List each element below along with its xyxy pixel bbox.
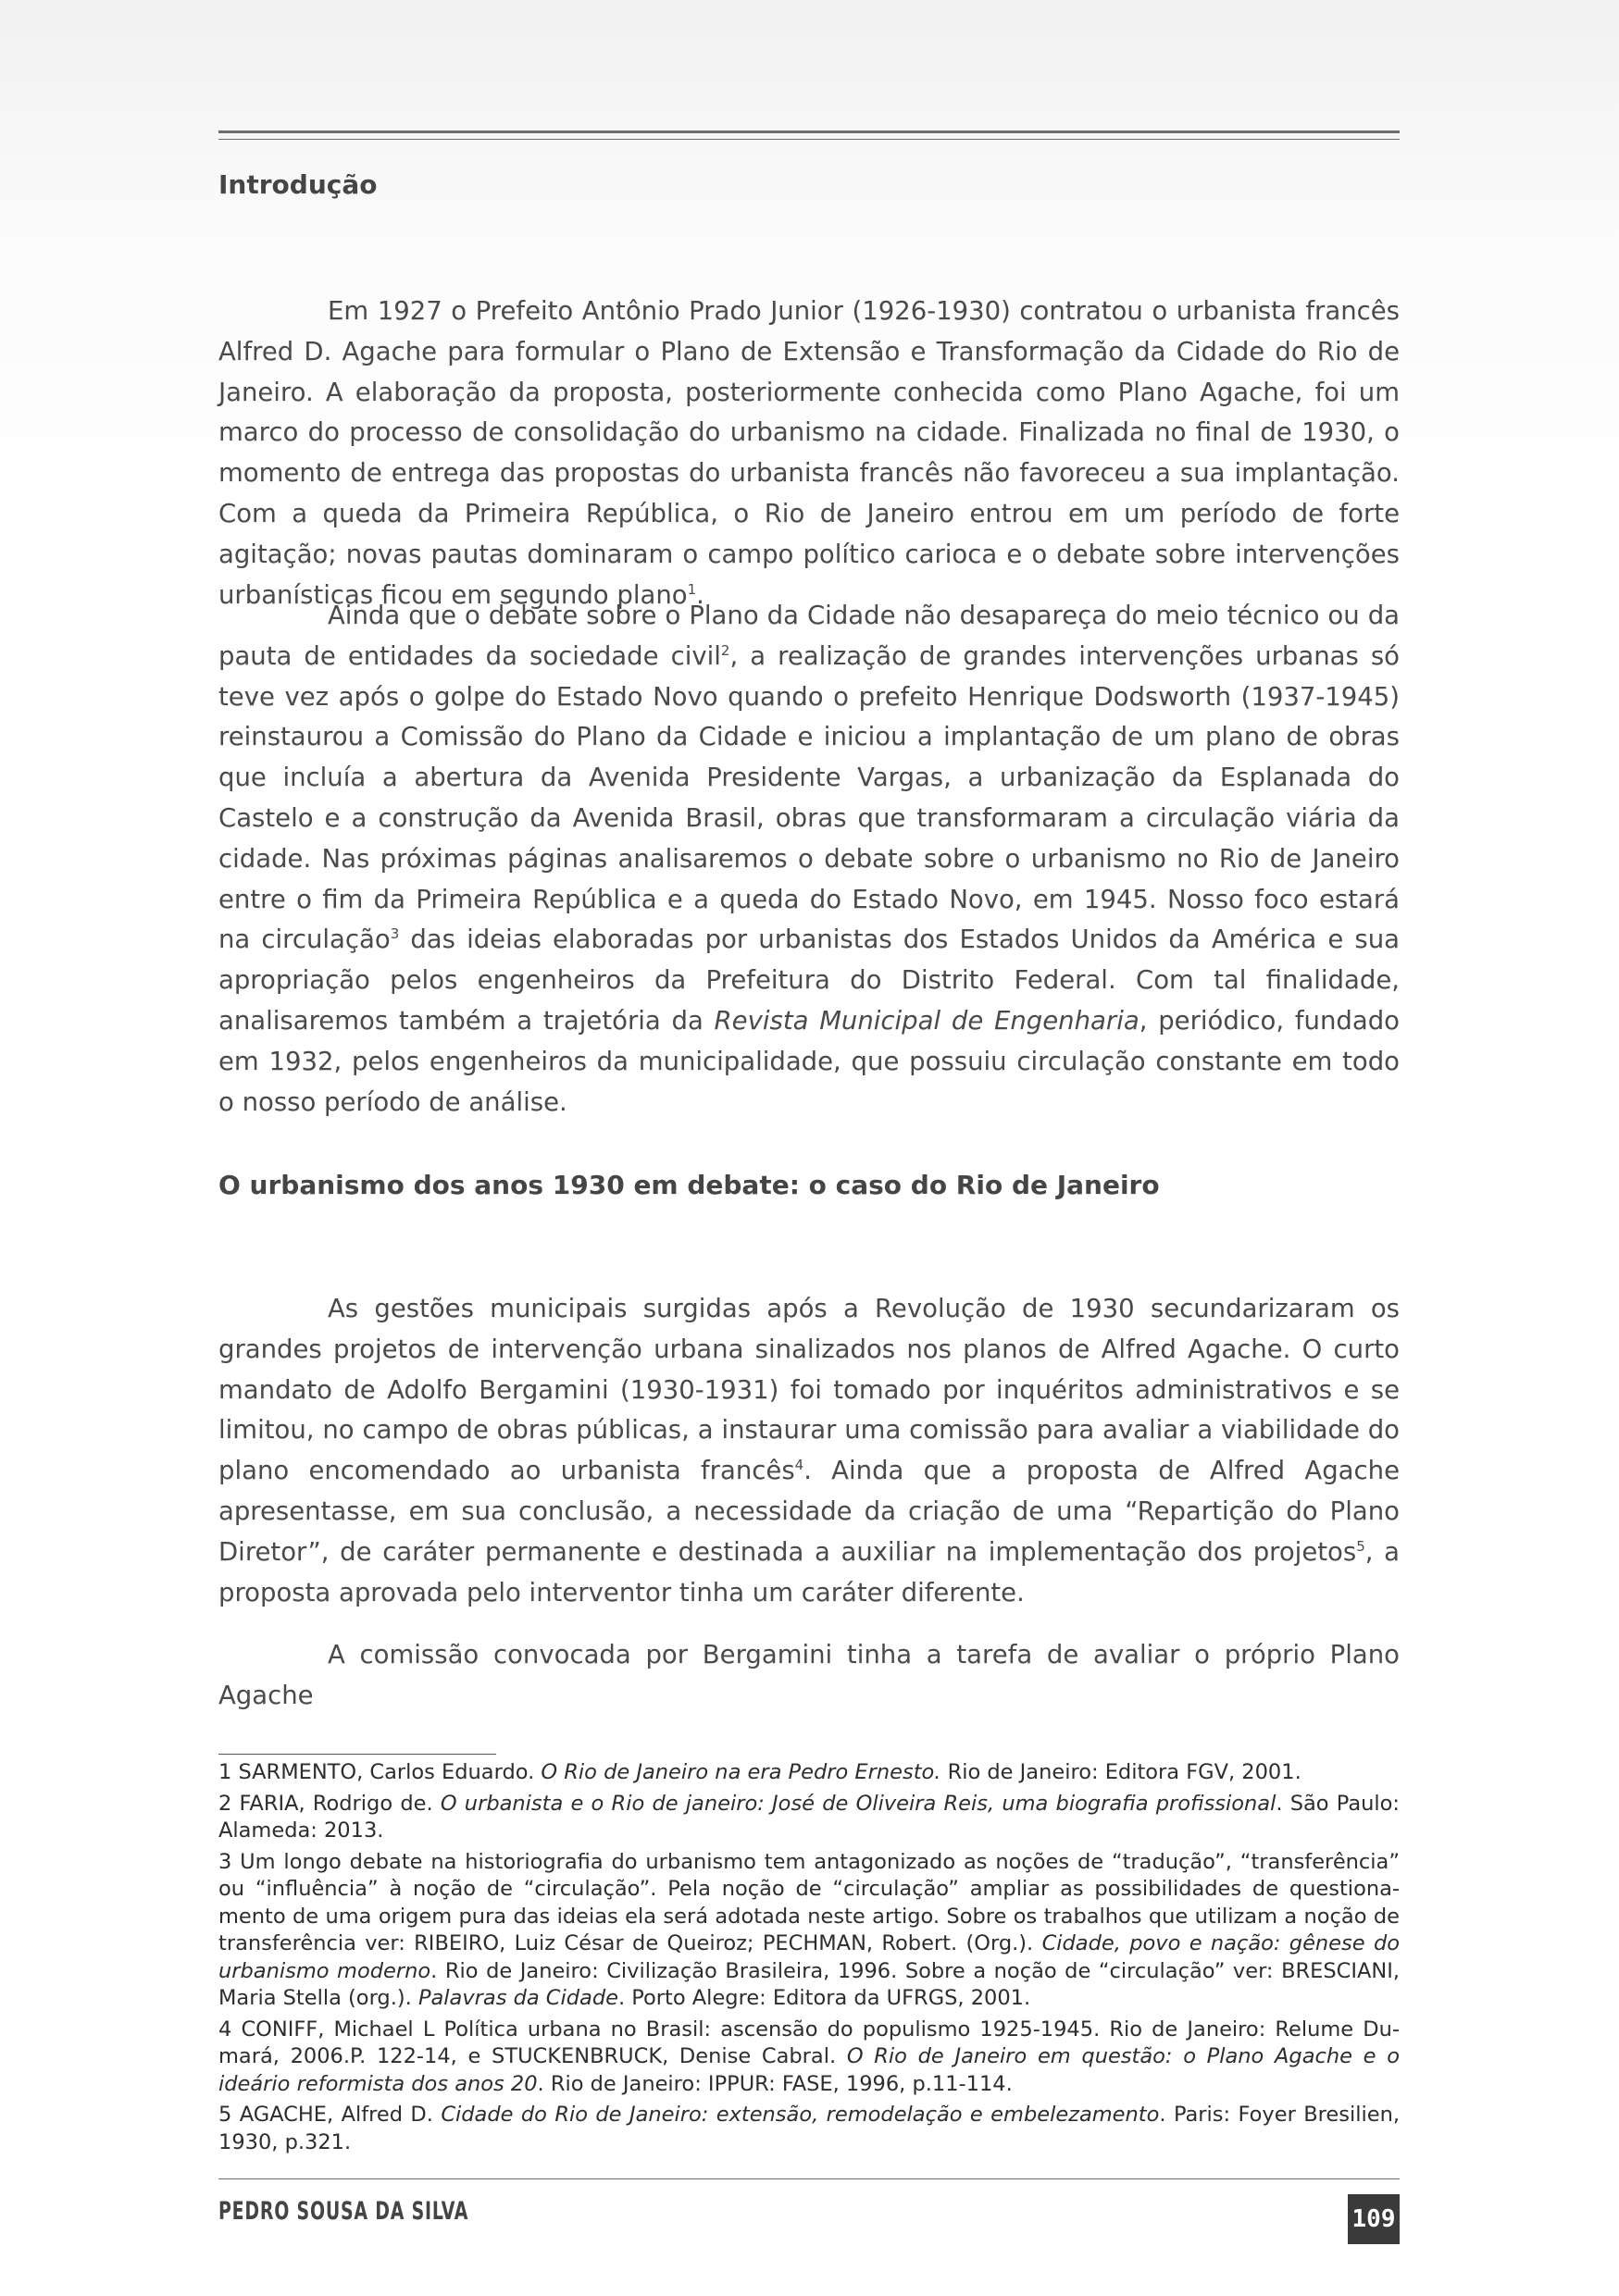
footnote-ref-4[interactable]: 4 bbox=[794, 1457, 804, 1474]
paragraph-1 bbox=[218, 292, 1400, 615]
footnote-3-title: Cidade, povo e nação: gênese do urbanismo moderno bbox=[218, 1931, 1400, 1983]
footnote-separator bbox=[218, 1754, 496, 1755]
footnote-ref-2[interactable]: 2 bbox=[720, 641, 730, 659]
footnote-4 bbox=[218, 2017, 1400, 2099]
paragraph-4 bbox=[218, 1635, 1400, 1717]
paragraph-1-text: Em 1927 o Prefeito Antônio Prado Junior (1926-1930) contratou o urbanista francês Alfred D. Agache para formular o Plano de Extensão e Transformação da Cidade do Rio de Janeiro. A elaboração da proposta, posteriormente conhecida como Plano Agache, foi um marco do processo de consolidação do urbanismo na cidade. Finalizada no final de 1930, o momento de entrega das propostas do urbanista francês não favoreceu a sua implantação. Com a queda da Primeira República, o Rio de Janeiro entrou em um período de forte agitação; novas pautas dominaram o campo político carioca e o debate sobre intervenções urbanísticas ficou em segundo plano bbox=[218, 296, 1400, 610]
paragraph-3-text-c: , a proposta aprovada pelo interventor tinha um caráter diferente. bbox=[218, 1536, 1400, 1607]
footnote-5-title: Cidade do Rio de Janeiro: extensão, remodelação e embelezamento bbox=[441, 2103, 1160, 2127]
footnote-4-pub: . Rio de Janeiro: IPPUR: FASE, 1996, p.11-114. bbox=[537, 2071, 1013, 2096]
paragraph-1-end: . bbox=[696, 579, 704, 610]
paragraph-2-text-b: , a realização de grandes intervenções urbanas só teve vez após o golpe do Estado Novo quando o prefeito Henrique Dodsworth (1937-1945) reinstaurou a Comissão do Plano da Cidade e iniciou a implantação de um plano de obras que incluía a abertura da Avenida Presidente Vargas, a urbanização da Esplanada do Castelo e a construção da Avenida Brasil, obras que transformaram a circulação viária da cidade. Nas próximas páginas analisaremos o debate sobre o urbanismo no Rio de Janeiro entre o fim da Primeira República e a queda do Estado Novo, em 1945. Nosso foco estará na circulação bbox=[218, 640, 1400, 955]
paragraph-3-text-b: . Ainda que a proposta de Alfred Agache apresentasse, em sua conclusão, a necessidade da criação de uma “Repartição do Plano Diretor”, de caráter permanente e destinada a auxiliar na implementação dos projetos bbox=[218, 1456, 1400, 1567]
paragraph-2-text-a: Ainda que o debate sobre o Plano da Cidade não desapareça do meio técnico ou da pauta de entidades da sociedade civil bbox=[218, 601, 1400, 671]
paragraph-3 bbox=[218, 1289, 1400, 1613]
footnote-3-text: 3 Um longo debate na historiografia do urbanismo tem antagonizado as noções de “tradução”, “transferência” ou “influência” à noção de “circulação”. Pela noção de “circulação” ampliar as possibilidades de questiona-mento de uma origem pura das ideias ela será adotada neste artigo. Sobre os trabalhos que utilizam a noção de transferência ver: RIBEIRO, Luiz César de Queiroz; PECHMAN, Robert. (Org.). bbox=[218, 1849, 1400, 1955]
header-rule bbox=[218, 130, 1400, 140]
footer-rule bbox=[218, 2178, 1400, 2179]
footnote-1-title: O Rio de Janeiro na era Pedro Ernesto. bbox=[541, 1760, 941, 1784]
footnote-2-pub: . São Paulo: Alameda: 2013. bbox=[218, 1791, 1400, 1843]
footnote-5-text: 5 AGACHE, Alfred D. bbox=[218, 2103, 442, 2127]
paragraph-4-text: A comissão convocada por Bergamini tinha a tarefa de avaliar o próprio Plano Agache bbox=[218, 1640, 1400, 1710]
footnote-4-title: O Rio de Janeiro em questão: o Plano Agache e o ideário reformista dos anos 20 bbox=[218, 2044, 1400, 2096]
footnotes bbox=[218, 1759, 1400, 2160]
page-number: 109 bbox=[1348, 2194, 1400, 2244]
footnote-ref-3[interactable]: 3 bbox=[390, 925, 400, 943]
section-heading-introducao: Introdução bbox=[218, 169, 378, 200]
footnote-1 bbox=[218, 1759, 1400, 1787]
paragraph-3-text-a: As gestões municipais surgidas após a Revolução de 1930 secundarizaram os grandes projetos de intervenção urbana sinalizados nos planos de Alfred Agache. O curto mandato de Adolfo Bergamini (1930-1931) foi tomado por inquéritos administrativos e se limitou, no campo de obras públicas, a instaurar uma comissão para avaliar a viabilidade do plano encomendado ao urbanista francês bbox=[218, 1294, 1400, 1486]
footnote-5 bbox=[218, 2102, 1400, 2156]
footnote-1-text: 1 SARMENTO, Carlos Eduardo. bbox=[218, 1760, 542, 1784]
journal-title: Revista Municipal de Engenharia bbox=[714, 1005, 1140, 1036]
footnote-3 bbox=[218, 1849, 1400, 2013]
section-heading-urbanismo: O urbanismo dos anos 1930 em debate: o caso do Rio de Janeiro bbox=[218, 1170, 1160, 1200]
footnote-ref-1[interactable]: 1 bbox=[687, 580, 697, 598]
footnote-2 bbox=[218, 1791, 1400, 1845]
footnote-2-text: 2 FARIA, Rodrigo de. bbox=[218, 1791, 441, 1816]
footnote-2-title: O urbanista e o Rio de janeiro: José de Oliveira Reis, uma biografia profissional bbox=[440, 1791, 1277, 1816]
paragraph-2-text-c: das ideias elaboradas por urbanistas dos Estados Unidos da América e sua apropriação pelos engenheiros da Prefeitura do Distrito Federal. Com tal finalidade, analisaremos também a trajetória da bbox=[218, 925, 1400, 1036]
paragraph-2 bbox=[218, 596, 1400, 1123]
footnote-3-title-2: Palavras da Cidade bbox=[417, 1986, 618, 2010]
footnote-4-text: 4 CONIFF, Michael L Política urbana no Brasil: ascensão do populismo 1925-1945. Rio de Janeiro: Relume Du-mará, 2006.P. 122-14, e STUCKENBRUCK, Denise Cabral. bbox=[218, 2017, 1400, 2068]
running-footer-author: PEDRO SOUSA DA SILVA bbox=[218, 2197, 469, 2226]
footnote-ref-5[interactable]: 5 bbox=[1356, 1537, 1365, 1555]
footnote-5-pub: . Paris: Foyer Bresilien, 1930, p.321. bbox=[218, 2103, 1400, 2154]
paragraph-2-text-d: , periódico, fundado em 1932, pelos engenheiros da municipalidade, que possuiu circulação constante em todo o nosso período de análise. bbox=[218, 1005, 1400, 1117]
footnote-3-pub: . Porto Alegre: Editora da UFRGS, 2001. bbox=[617, 1986, 1031, 2010]
footnote-3-text-b: . Rio de Janeiro: Civilização Brasileira, 1996. Sobre a noção de “circulação” ver: BRESCIANI, Maria Stella (org.). bbox=[218, 1958, 1400, 2010]
document-page bbox=[218, 0, 1400, 2296]
footnote-1-pub: Rio de Janeiro: Editora FGV, 2001. bbox=[940, 1760, 1301, 1784]
